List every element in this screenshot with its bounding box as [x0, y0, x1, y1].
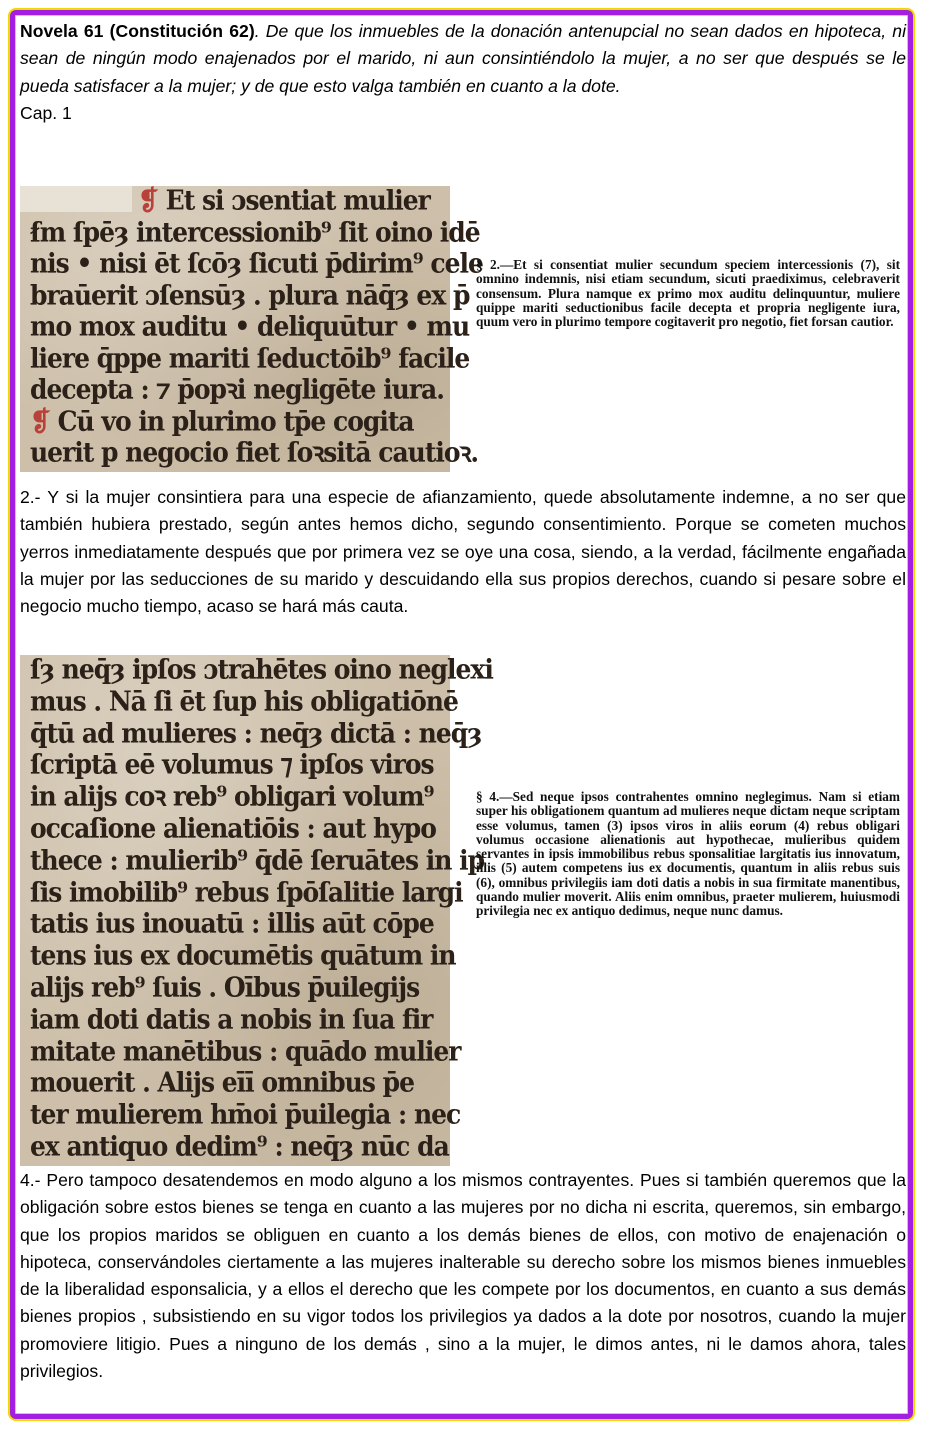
manuscript-line: liere q̄ppe mariti ſeductōib⁹ facile [30, 342, 470, 374]
manuscript-line: mo mox auditu • deliquūtur • mu [30, 310, 470, 343]
manuscript-line: ſȝ neq̄ȝ ipſos ɔtrahētes oino neglexi [30, 653, 493, 686]
manuscript-line: alijs reb⁹ ſuis . Oībus p̄uilegijs [30, 971, 420, 1004]
manuscript-line: ❡ Cū vo in plurimo tp̄e cogita [30, 405, 414, 437]
novel-subtitle: . De que los inmuebles de la donación antenupcial no sean dados en hipoteca, ni sean de ningún modo enajenados por el marido, ni aun consintiéndolo la mujer, a no ser que después se le pueda satisfacer a la mujer; y de que esto valga también en cuanto a la dote. [20, 21, 906, 96]
manuscript-line: mitate manētibus : quādo mulier [30, 1035, 461, 1067]
manuscript-line: uerit p negocio fiet ſoꝛsitā cautioꝛ. [30, 436, 479, 469]
manuscript-line: ex antiquo dedim⁹ : neq̄ȝ nūc da [30, 1130, 449, 1163]
latin-text-section-4: § 4.—Sed neque ipsos contrahentes omnino neglegimus. Nam si etiam super his obligationem quantum ad mulieres neque dictam neque scriptam esse volumus, tamen (3) ipsos viros in aliis eorum (4) rebus obligari volumus occasione alienationis aut hypothecae, mulieribus quidem servantes in ipsis immobilibus rebus sponsalitiae largitatis ius innovatum, illis (5) autem competens ius ex documentis, quantum in aliis rebus suis (6), omnibus privilegiis iam doti datis a nobis in sua firmitate manentibus, quando mulier moverit. Aliis enim omnibus, praeter mulierem, huiusmodi privilegia nec ex antiquo dedimus, neque nunc damus. [476, 789, 900, 919]
manuscript-line: ❡ Et si ɔsentiat mulier [138, 184, 430, 217]
manuscript-line: q̄tū ad mulieres : neq̄ȝ dictā : neq̄ȝ [30, 717, 482, 749]
heading [20, 18, 906, 127]
manuscript-scan-section-2 [20, 184, 483, 472]
redaction-box [20, 186, 132, 212]
manuscript-line: decepta : ⁊ p̄opꝛi negligēte iura. [30, 373, 444, 406]
manuscript-line: nis • nisi ēt ſcōȝ ſicuti p̄dirim⁹ cele [30, 247, 483, 280]
translation-section-2: 2.- Y si la mujer consintiera para una especie de afianzamiento, quede absolutamente indemne, a no ser que también hubiera prestado, según antes hemos dicho, segundo consentimiento. Porque se cometen muchos yerros inmediatamente después que por primera vez se oye una cosa, siendo, a la verdad, fácilmente engañada la mujer por las seducciones de su marido y descuidando ella sus propios derechos, cuando si pesare sobre el negocio mucho tiempo, acaso se hará más cauta. [20, 487, 906, 617]
manuscript-line: iam doti datis a nobis in ſua fir [30, 1003, 433, 1035]
rubric-mark: ❡ [138, 184, 166, 217]
manuscript-line: in alijs coꝛ reb⁹ obligari volum⁹ [30, 780, 434, 813]
manuscript-line: tens ius ex documētis quātum in [30, 939, 456, 972]
chapter-label: Cap. 1 [20, 102, 72, 123]
manuscript-line: tatis ius inouatū : illis aūt cōpe [30, 908, 434, 940]
manuscript-line: occaſione alienatiōis : aut hypo [30, 812, 436, 845]
manuscript-line: ſcriptā eē volumus ⁊ ipſos viros [30, 749, 434, 781]
manuscript-line: braūerit ɔſensūȝ . plura nāq̄ȝ ex p̄ [30, 279, 470, 311]
novel-title: Novela 61 (Constitución 62) [20, 21, 255, 41]
manuscript-line: mus . Nā ſi ēt ſup his obligatiōnē [30, 685, 458, 717]
manuscript-line: ſis imobilib⁹ rebus ſpōſalitie largi [30, 876, 463, 908]
rubric-mark: ❡ [30, 405, 58, 437]
latin-text-section-2: § 2.—Et si consentiat mulier secundum speciem intercessionis (7), sit omnino indemnis, nisi etiam secundum, sicuti praediximus, celebraverit consensum. Plura namque ex primo mox auditu delinquuntur, muliere quippe mariti seductionibus facile decepta et propria negligente iura, quum vero in plurimo tempore cogitaverit pro negotio, fiet forsan cautior. [476, 257, 900, 330]
manuscript-line: mouerit . Alijs eīī omnibus p̄e [30, 1067, 414, 1099]
manuscript-line: ter mulierem hm̄oi p̄uilegia : nec [30, 1098, 461, 1131]
manuscript-line: ẜm ſpēȝ intercessionib⁹ ſit oino idē [30, 216, 480, 248]
translation-section-4: 4.- Pero tampoco desatendemos en modo alguno a los mismos contrayentes. Pues si también queremos que la obligación sobre estos bienes se tenga en cuanto a las mujeres por no dicha ni escrita, queremos, sin embargo, que los propios maridos se obliguen en cuanto a los demás bienes de ellos, con motivo de enajenación o hipoteca, conservándoles ciertamente a las mujeres inalterable su derecho sobre los mismos bienes inmuebles de la liberalidad esponsalicia, y a ellos el derecho que les compete por los documentos, en cuanto a sus demás bienes propios , subsistiendo en su vigor todos los privilegios ya dados a la dote por nosotros, cuando la mujer promoviere litigio. Pues a ninguno de los demás , sino a la mujer, le dimos antes, ni le damos ahora, tales privilegios. [20, 1170, 906, 1382]
manuscript-scan-section-4 [20, 653, 493, 1166]
manuscript-line: thece : mulierib⁹ q̄dē ſeruātes in ip [30, 844, 485, 876]
